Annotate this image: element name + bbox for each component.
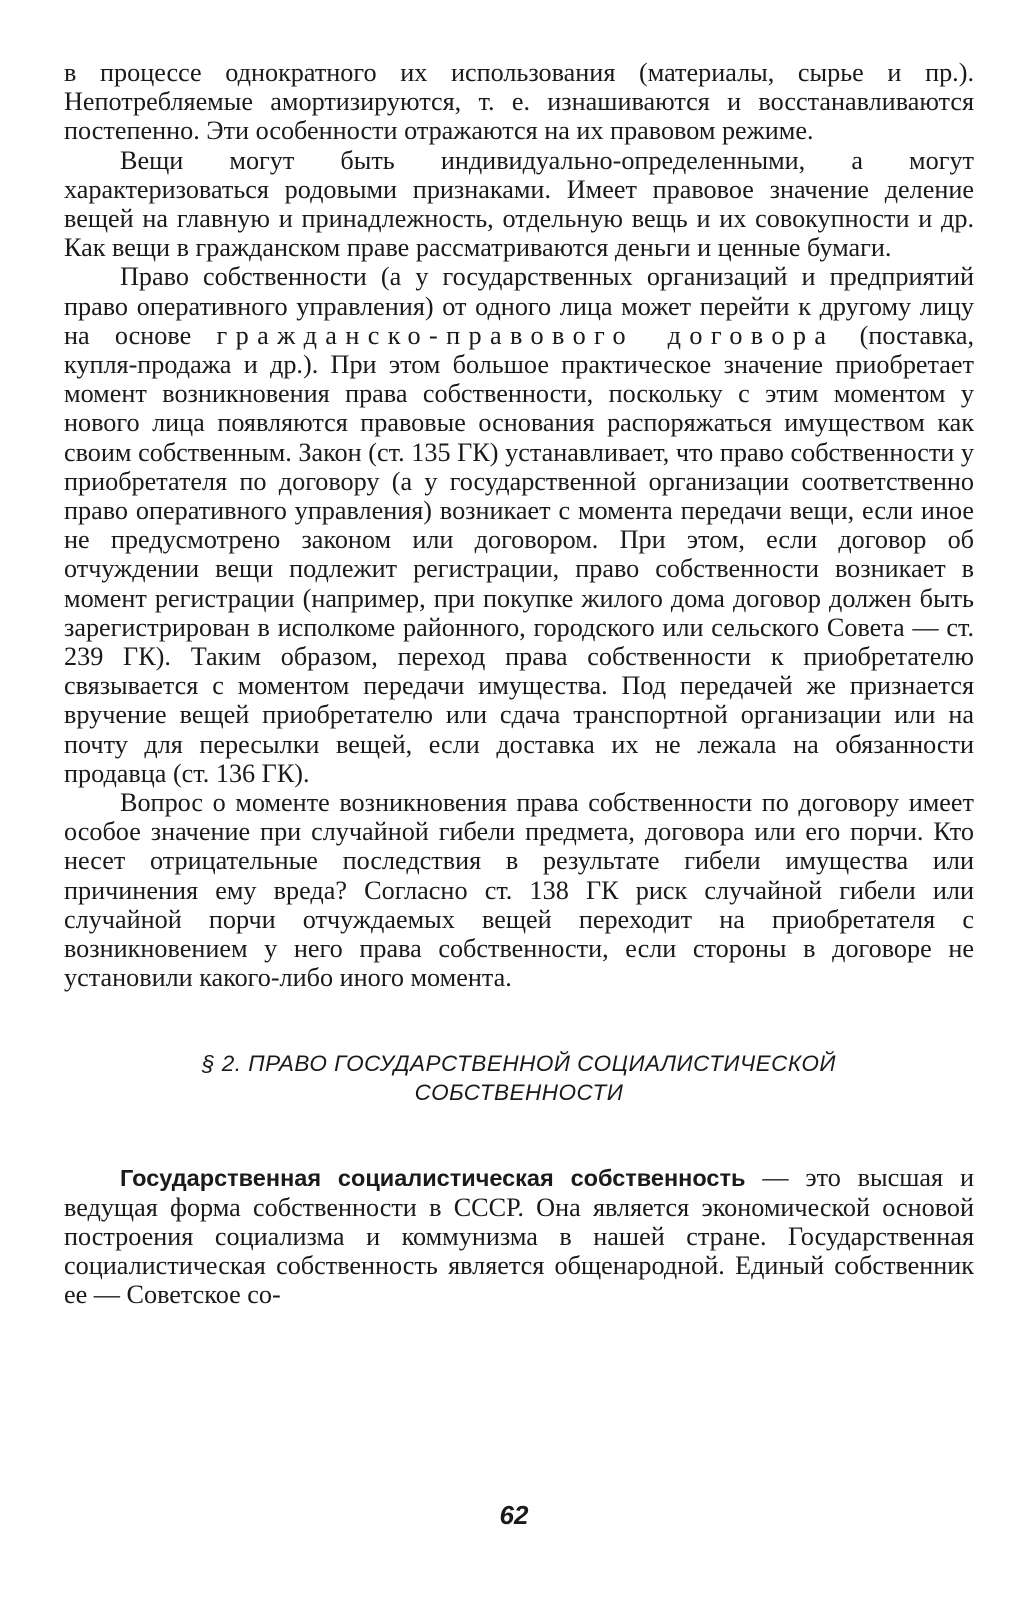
page-number: 62	[499, 1500, 529, 1530]
section-heading	[64, 1049, 974, 1107]
paragraph-state-property	[64, 1163, 974, 1310]
paragraph-text: Право собственности (а у государственных организаций и предприятий право оперативного управления) от одного лица может перейти к другому лицу на основе	[64, 262, 974, 350]
bold-term: Государственная социалистическая собственность	[120, 1164, 746, 1191]
paragraph-transfer-of-ownership	[64, 262, 974, 788]
spaced-emphasis: гражданско-правового договора	[216, 320, 835, 350]
section-heading-line: СОБСТВЕННОСТИ	[414, 1079, 624, 1105]
paragraph-continuation: в процессе однократного их использования (материалы, сырье и пр.). Непотребляемые амортизируются, т. е. изнашиваются и восстанавливаются постепенно. Эти особенности отражаются на их правовом режиме.	[64, 58, 974, 146]
paragraph-things-classification: Вещи могут быть индивидуально-определенными, а могут характеризоваться родовыми признаками. Имеет правовое значение деление вещей на главную и принадлежность, отдельную вещь и их совокупности и др. Как вещи в гражданском праве рассматриваются деньги и ценные бумаги.	[64, 145, 974, 263]
paragraph-text: — это высшая и ведущая форма собственности в СССР. Она является экономической основой построения социализма и коммунизма в нашей стране. Государственная социалистическая собственность является общенародной. Единый собственник ее — Советское со-	[64, 1162, 974, 1310]
paragraph-text: (поставка, купля-продажа и др.). При этом большое практическое значение приобретает момент возникновения права собственности, поскольку с этим моментом у нового лица появляются правовые основания распоряжаться имуществом как своим собственным. Закон (ст. 135 ГК) устанавливает, что право собственности у приобретателя по договору (а у государственной организации соответственно право оперативного управления) возникает с момента передачи вещи, если иное не предусмотрено законом или договором. При этом, если договор об отчуждении вещи подлежит регистрации, право собственности возникает в момент регистрации (например, при покупке жилого дома договор должен быть зарегистрирован в исполкоме районного, городского или сельского Совета — ст. 239 ГК). Таким образом, переход права собственности к приобретателю связывается с моментом передачи имущества. Под передачей же признается вручение вещей приобретателю или сдача транспортной организации или на почту для пересылки вещей, если доставка их не лежала на обязанности продавца (ст. 136 ГК).	[64, 320, 974, 788]
paragraph-risk-of-loss: Вопрос о моменте возникновения права собственности по договору имеет особое значение при случайной гибели предмета, договора или его порчи. Кто несет отрицательные последствия в результате гибели имущества или причинения ему вреда? Согласно ст. 138 ГК риск случайной гибели или случайной порчи отчуждаемых вещей переходит на приобретателя с возникновением у него права собственности, если стороны в договоре не установили какого-либо иного момента.	[64, 788, 974, 993]
document-page	[64, 58, 974, 1310]
section-heading-line: § 2. ПРАВО ГОСУДАРСТВЕННОЙ СОЦИАЛИСТИЧЕСКОЙ	[201, 1050, 836, 1076]
